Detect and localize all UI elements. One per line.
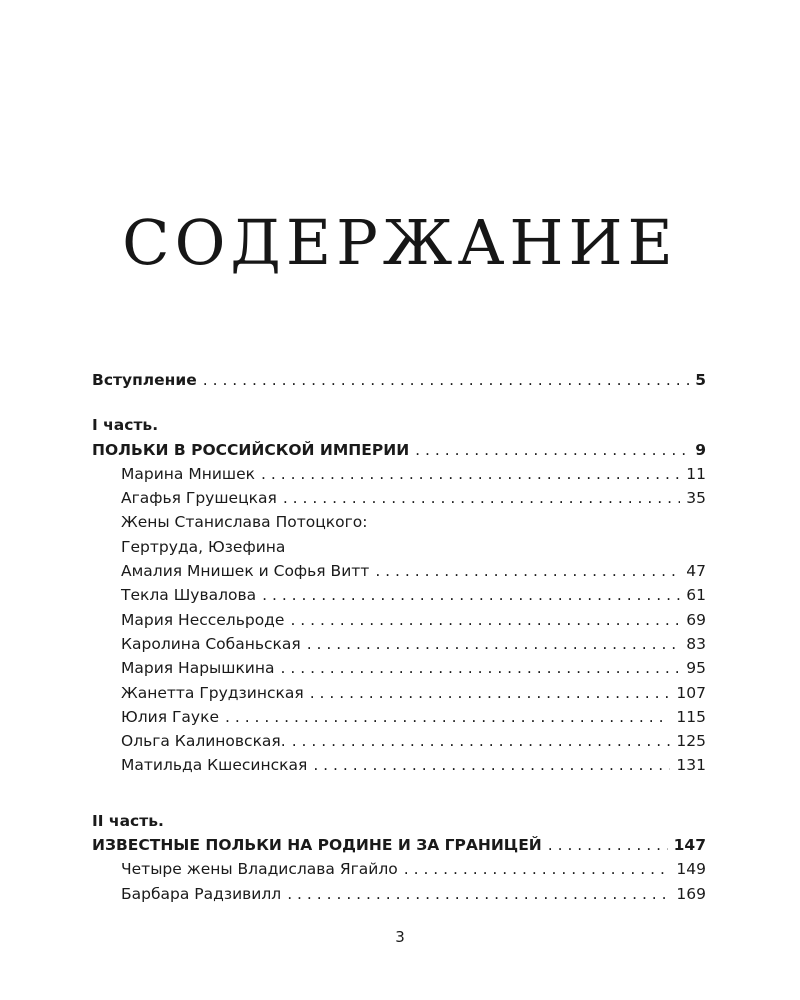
dot-leader [307, 632, 681, 656]
toc-entry-page: 147 [673, 836, 706, 855]
toc-entry[interactable] [92, 608, 706, 632]
toc-entry[interactable] [92, 729, 706, 753]
toc-entry-page: 61 [686, 586, 706, 605]
toc-entry-page: 115 [676, 707, 706, 726]
toc-entry-label: Агафья Грушецкая [121, 489, 277, 508]
toc-entry-page: 35 [686, 489, 706, 508]
toc-entry-page: 95 [686, 659, 706, 678]
toc-entry-label: Четыре жены Владислава Ягайло [121, 860, 398, 879]
dot-leader [290, 608, 680, 632]
toc-entry-page: 47 [686, 562, 706, 581]
dot-leader [310, 681, 671, 705]
toc-entry-page: 169 [676, 884, 706, 903]
toc-entry[interactable] [92, 486, 706, 510]
toc-entry-label: Марина Мнишек [121, 464, 256, 483]
toc-entry-label: Жанетта Грудзинская [121, 683, 304, 702]
toc-entry-page: 11 [686, 464, 706, 483]
toc-entry[interactable] [92, 857, 706, 881]
toc-entry-label: ИЗВЕСТНЫЕ ПОЛЬКИ НА РОДИНЕ И ЗА ГРАНИЦЕЙ [92, 836, 542, 855]
toc-entry-label: Мария Нарышкина [121, 659, 275, 678]
toc-entry[interactable] [92, 705, 706, 729]
toc-entry-label: Вступление [92, 371, 197, 389]
toc-entry[interactable] [92, 882, 706, 906]
toc-entry-page: 149 [676, 860, 706, 879]
toc-entry-intro[interactable] [92, 368, 706, 392]
toc-entry-label: Ольга Калиновская. [121, 732, 286, 751]
toc-entry-label: Юлия Гауке [121, 707, 219, 726]
page-number: 3 [395, 928, 405, 946]
dot-leader [548, 833, 668, 857]
page-title: СОДЕРЖАНИЕ [122, 206, 678, 279]
toc-entry-label: ПОЛЬКИ В РОССИЙСКОЙ ИМПЕРИИ [92, 440, 410, 459]
dot-leader [261, 462, 680, 486]
toc-entry-page: 9 [695, 440, 706, 459]
toc-entry-page: 125 [676, 732, 706, 751]
toc-entry[interactable] [92, 559, 706, 583]
dot-leader [203, 368, 689, 392]
part-2-heading: II часть. [92, 811, 164, 830]
toc-entry-part-1-title[interactable] [92, 438, 706, 462]
toc-entry-page: 83 [686, 634, 706, 653]
toc-entry-page: 131 [676, 756, 706, 775]
dot-leader [292, 729, 671, 753]
toc-entry-page: 107 [676, 683, 706, 702]
dot-leader [375, 559, 680, 583]
toc-entry[interactable] [92, 583, 706, 607]
toc-entry-part-2-title[interactable] [92, 833, 706, 857]
toc-entry-label: Каролина Собаньская [121, 634, 301, 653]
toc-entry-label: Мария Нессельроде [121, 610, 285, 629]
dot-leader [404, 857, 671, 881]
toc-entry[interactable] [92, 656, 706, 680]
toc-entry-label: Барбара Радзивилл [121, 884, 282, 903]
toc-entry-label: Текла Шувалова [121, 586, 257, 605]
toc-entry[interactable] [92, 753, 706, 777]
dot-leader [262, 583, 680, 607]
table-of-contents [92, 368, 706, 906]
dot-leader [283, 486, 680, 510]
toc-entry-potocki-line-1[interactable]: Жены Станислава Потоцкого: [121, 513, 368, 532]
dot-leader [415, 438, 689, 462]
toc-entry-label: Амалия Мнишек и Софья Витт [121, 562, 370, 581]
toc-entry[interactable] [92, 462, 706, 486]
part-1-heading: I часть. [92, 416, 159, 435]
toc-entry-potocki-line-2[interactable]: Гертруда, Юзефина [121, 537, 286, 556]
toc-entry[interactable] [92, 632, 706, 656]
dot-leader [281, 656, 681, 680]
dot-leader [225, 705, 670, 729]
toc-entry-page: 5 [695, 371, 706, 389]
toc-entry[interactable] [92, 681, 706, 705]
dot-leader [313, 753, 670, 777]
toc-entry-page: 69 [686, 610, 706, 629]
dot-leader [287, 882, 670, 906]
toc-entry-label: Матильда Кшесинская [121, 756, 308, 775]
